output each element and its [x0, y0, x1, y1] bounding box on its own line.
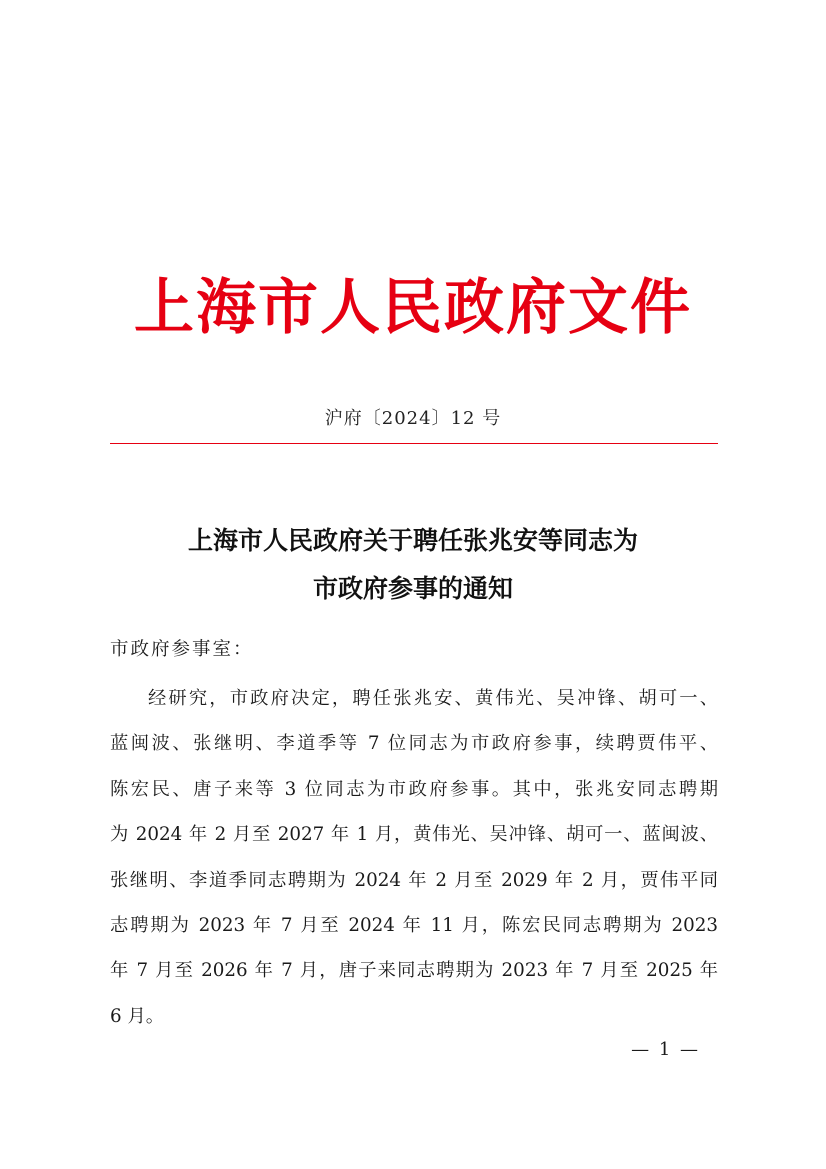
- body-line: 经研究，市政府决定，聘任张兆安、黄伟光、吴冲锋、胡可一、: [148, 688, 718, 709]
- body-line: 6 月。: [110, 1005, 165, 1027]
- body-line: 志聘期为 2023 年 7 月至 2024 年 11 月，陈宏民同志聘期为 2023: [110, 914, 718, 936]
- body-line: 陈宏民、唐子来等 3 位同志为市政府参事。其中，张兆安同志聘期: [110, 778, 718, 800]
- red-divider-line: [110, 443, 718, 444]
- body-line: 张继明、李道季同志聘期为 2024 年 2 月至 2029 年 2 月，贾伟平同: [110, 869, 718, 891]
- document-title: [0, 517, 826, 613]
- masthead-title: 上海市人民政府文件: [134, 273, 692, 343]
- body-line: 为 2024 年 2 月至 2027 年 1 月，黄伟光、吴冲锋、胡可一、蓝闽波、: [110, 824, 718, 846]
- document-title-line-2: 市政府参事的通知: [312, 574, 513, 603]
- salutation: 市政府参事室：: [110, 639, 254, 660]
- body-paragraph: [110, 676, 718, 1039]
- document-title-line-1: 上海市人民政府关于聘任张兆安等同志为: [187, 526, 638, 555]
- body-line: 年 7 月至 2026 年 7 月，唐子来同志聘期为 2023 年 7 月至 2025 年: [110, 960, 718, 982]
- page-number: — 1 —: [631, 1039, 700, 1060]
- body-line: 蓝闽波、张继明、李道季等 7 位同志为市政府参事，续聘贾伟平、: [110, 733, 718, 755]
- document-number: 沪府〔2024〕12 号: [324, 408, 502, 429]
